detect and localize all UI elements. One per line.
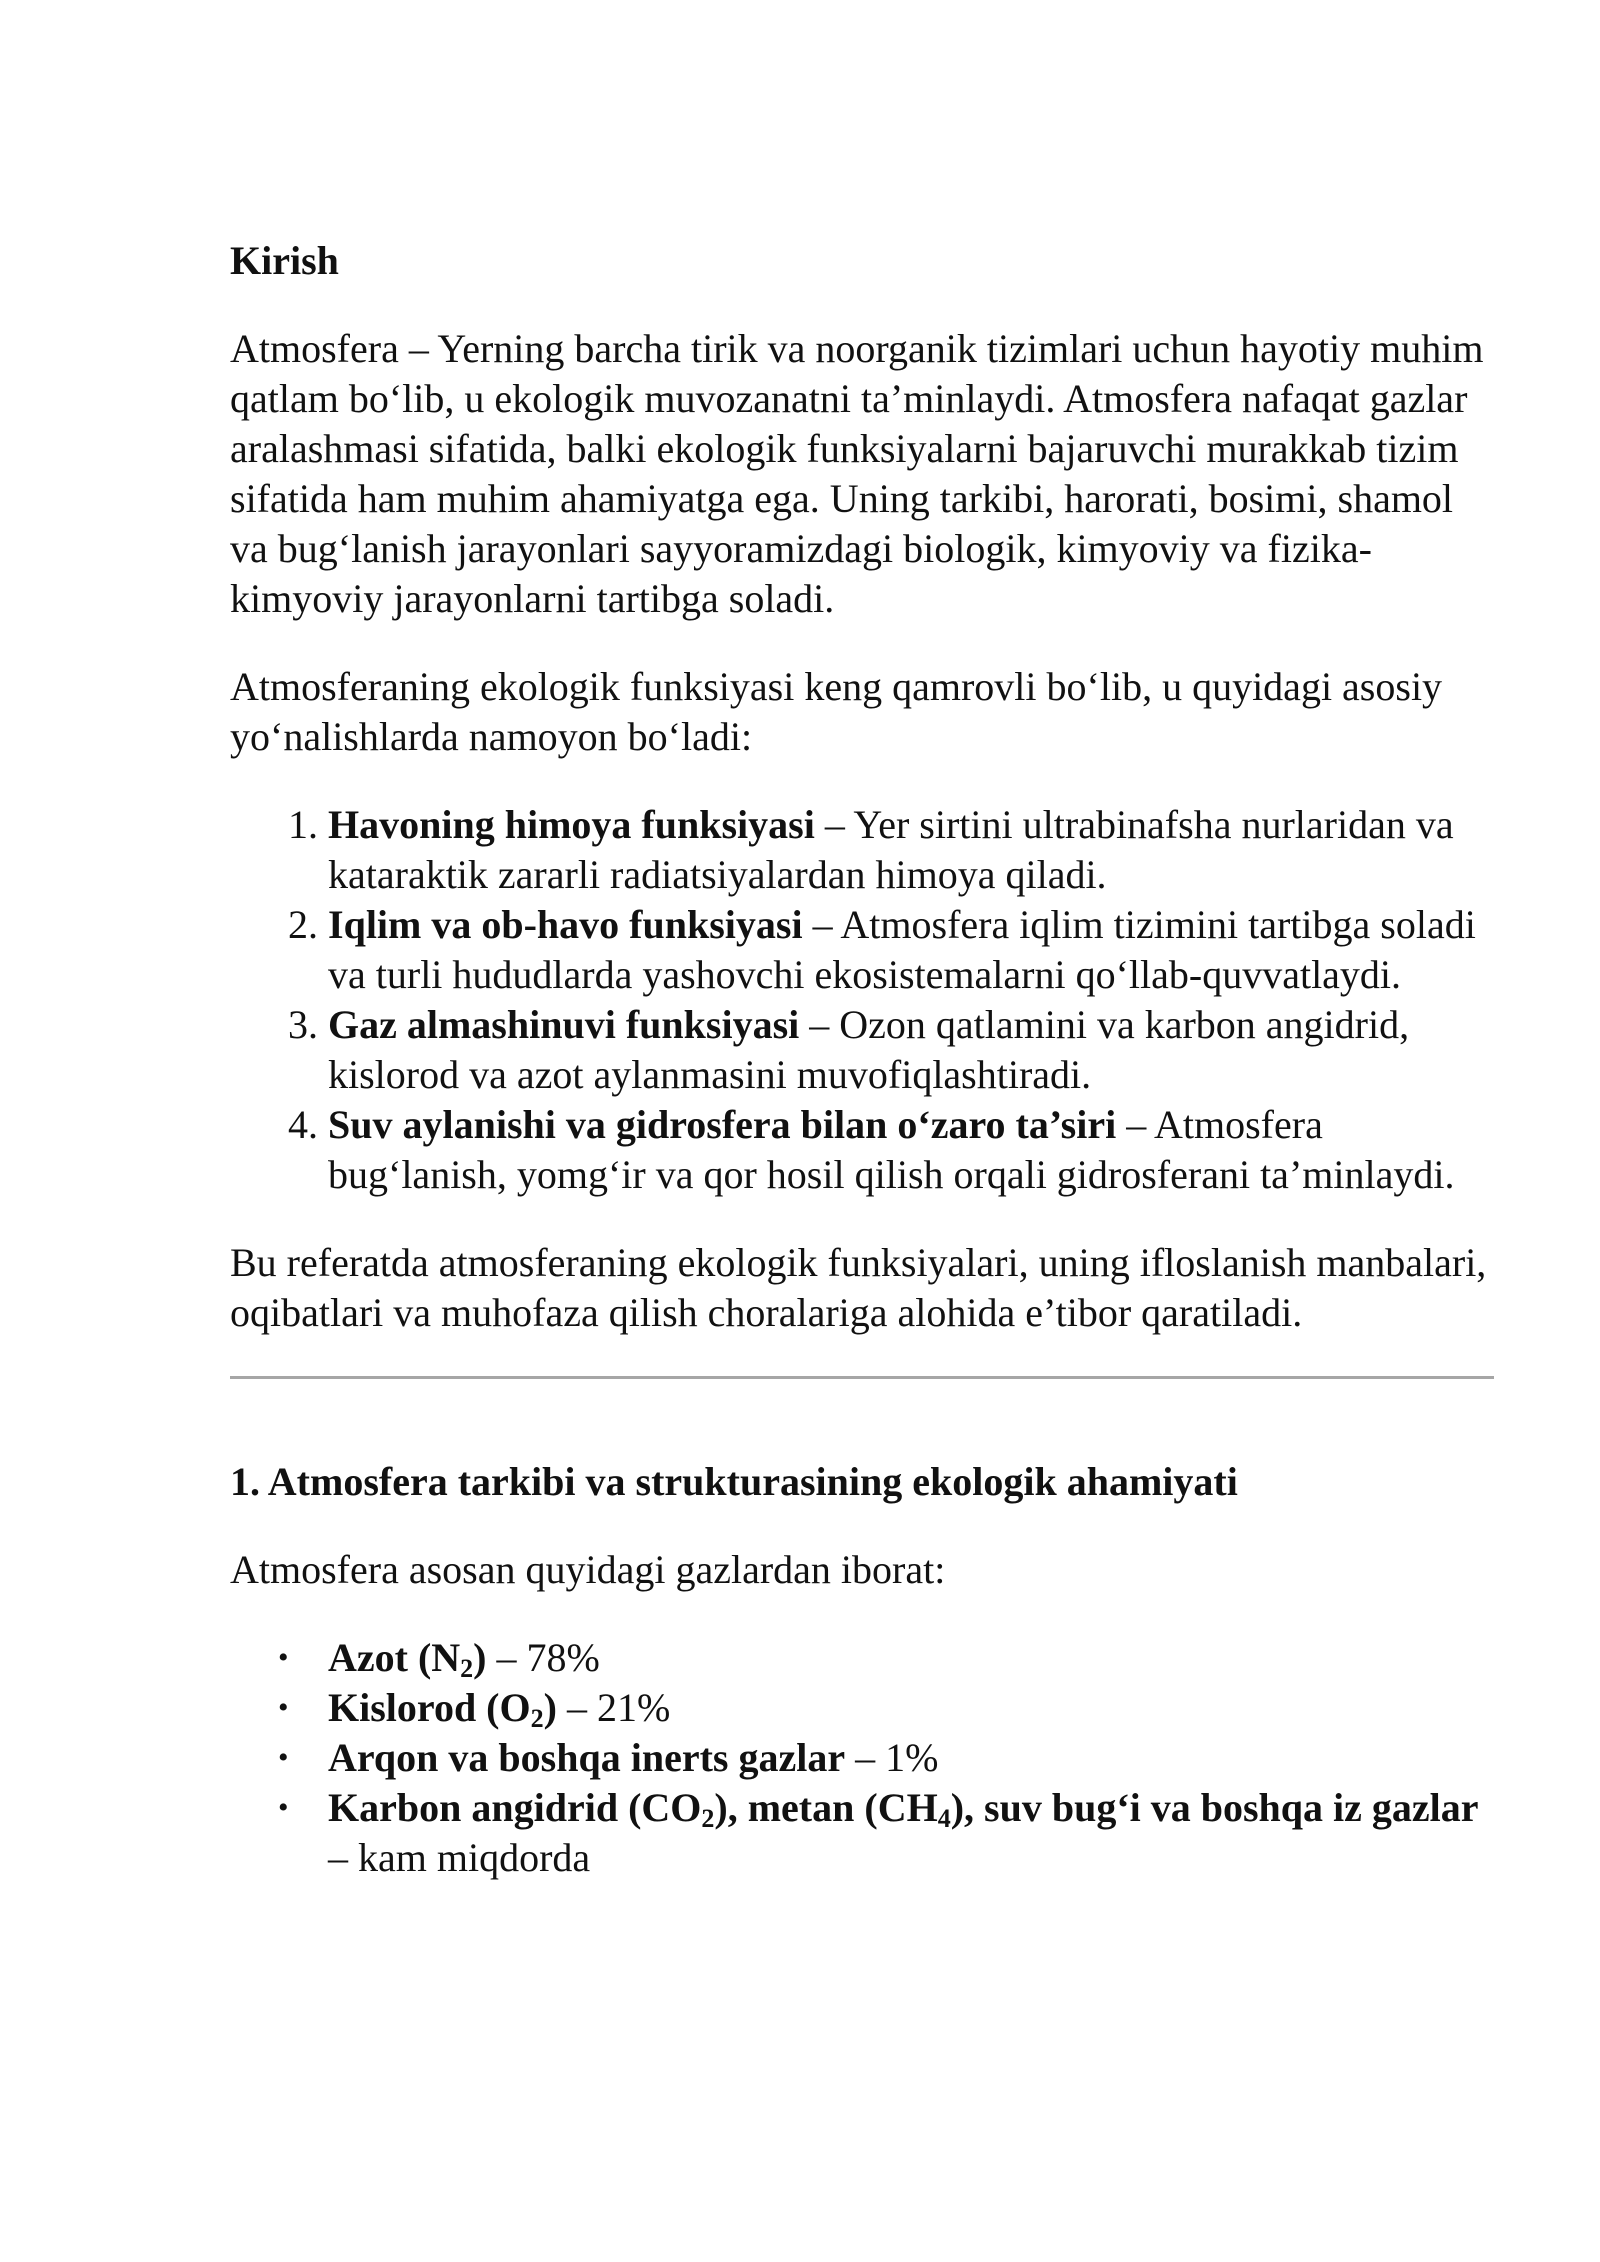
- gas-name: Arqon va boshqa inerts gazlar: [328, 1735, 846, 1780]
- list-item: [328, 800, 1500, 900]
- function-title: Gaz almashinuvi funksiyasi: [328, 1002, 800, 1047]
- function-text: – Atmosfera bug‘lanish, yomg‘ir va qor hosil qilish orqali gidrosferani ta’minlaydi.: [328, 1102, 1455, 1197]
- intro-paragraph-3: Bu referatda atmosferaning ekologik funksiyalari, uning ifloslanish manbalari, oqibatlari va muhofaza qilish choralariga alohida e’tibor qaratiladi.: [230, 1240, 1487, 1335]
- gases-list: [230, 1633, 1500, 1883]
- gas-name: Karbon angidrid $(CO_2)$, metan $(CH_4)$, suv bug‘i va boshqa iz gazlar: [328, 1785, 1479, 1833]
- gas-value: – 1%: [845, 1735, 939, 1780]
- function-text: – Yer sirtini ultrabinafsha nurlaridan va kataraktik zararli radiatsiyalardan himoya qiladi.: [328, 802, 1454, 897]
- section-1-heading: 1. Atmosfera tarkibi va strukturasining ekologik ahamiyati: [230, 1459, 1238, 1504]
- gas-name: Azot $(N_2)$: [328, 1635, 487, 1683]
- list-item: [328, 1683, 1500, 1733]
- gas-value: – 78%: [486, 1635, 600, 1680]
- section-divider: [230, 1376, 1494, 1379]
- list-item: [328, 1733, 1500, 1783]
- functions-list: [230, 800, 1500, 1200]
- function-title: Havoning himoya funksiyasi: [328, 802, 815, 847]
- function-title: Iqlim va ob-havo funksiyasi: [328, 902, 803, 947]
- list-item: [328, 1633, 1500, 1683]
- list-item: [328, 1100, 1500, 1200]
- list-item: [328, 1000, 1500, 1100]
- document-page: [230, 236, 1500, 1921]
- gas-value: – 21%: [556, 1685, 671, 1730]
- function-text: – Ozon qatlamini va karbon angidrid, kislorod va azot aylanmasini muvofiqlashtiradi.: [328, 1002, 1410, 1097]
- list-item: [328, 1783, 1500, 1883]
- intro-paragraph-2: Atmosferaning ekologik funksiyasi keng qamrovli bo‘lib, u quyidagi asosiy yo‘nalishlarda namoyon bo‘ladi:: [230, 664, 1443, 759]
- list-item: [328, 900, 1500, 1000]
- gas-name: Kislorod $(O_2)$: [328, 1685, 557, 1733]
- function-title: Suv aylanishi va gidrosfera bilan o‘zaro ta’siri: [328, 1102, 1117, 1147]
- gas-value: – kam miqdorda: [328, 1835, 591, 1880]
- intro-paragraph-1: Atmosfera – Yerning barcha tirik va noorganik tizimlari uchun hayotiy muhim qatlam bo‘lib, u ekologik muvozanatni ta’minlaydi. Atmosfera nafaqat gazlar aralashmasi sifatida, balki ekologik funksiyalarni bajaruvchi murakkab tizim sifatida ham muhim ahamiyatga ega. Uning tarkibi, harorati, bosimi, shamol va bug‘lanish jarayonlari sayyoramizdagi biologik, kimyoviy va fizika-kimyoviy jarayonlarni tartibga soladi.: [230, 326, 1484, 621]
- intro-heading: Kirish: [230, 238, 339, 283]
- section-1-paragraph: Atmosfera asosan quyidagi gazlardan iborat:: [230, 1547, 946, 1592]
- function-text: – Atmosfera iqlim tizimini tartibga soladi va turli hududlarda yashovchi ekosistemalarni qo‘llab-quvvatlaydi.: [328, 902, 1476, 997]
